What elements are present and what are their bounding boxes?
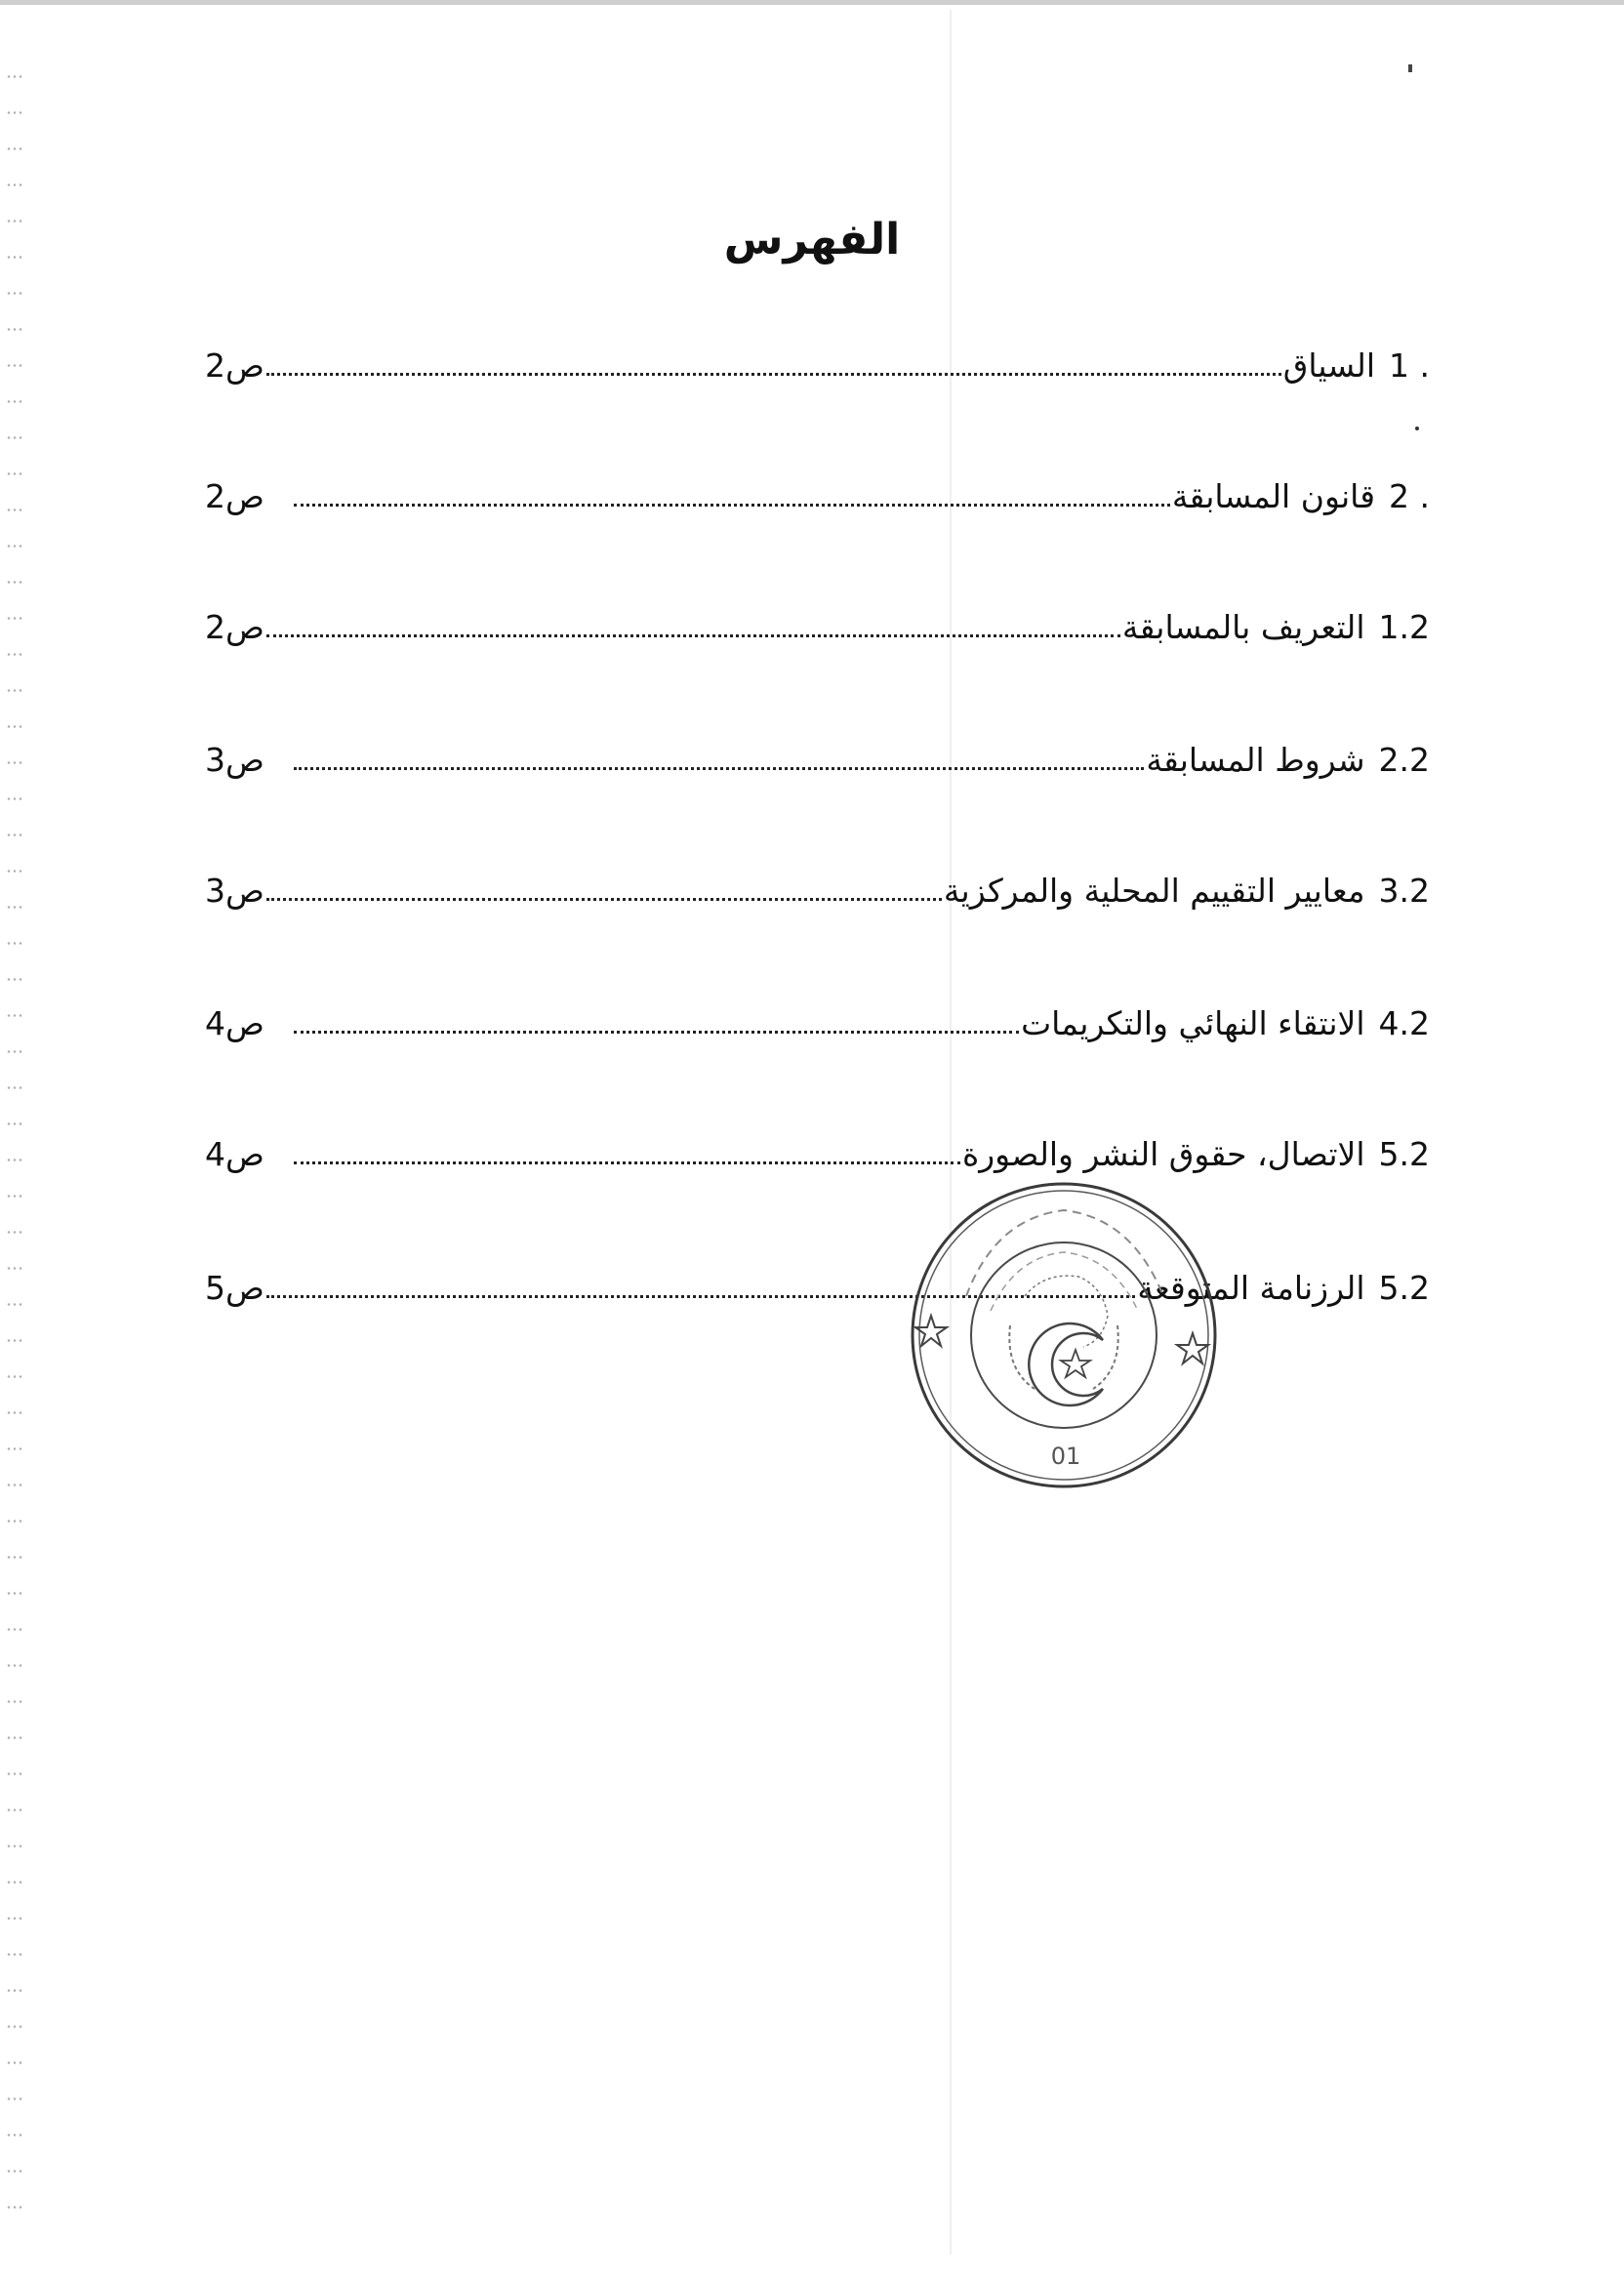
toc-entry-title: معايير التقييم المحلية والمركزية — [943, 872, 1365, 910]
toc-entry-title: الانتقاء النهائي والتكريمات — [1021, 1004, 1365, 1042]
toc-entry-number: 3.2 — [1378, 872, 1430, 910]
toc-entry[interactable] — [205, 1119, 1430, 1173]
toc-entry[interactable] — [205, 591, 1430, 646]
page-title: الفهرس — [723, 215, 901, 265]
toc-page-number: 2 — [205, 346, 225, 385]
toc-page-ref — [205, 346, 264, 385]
seal-number: 01 — [1050, 1443, 1081, 1470]
toc-entry[interactable] — [205, 1252, 1430, 1307]
toc-page-ref — [205, 477, 264, 515]
toc-page-ref — [205, 741, 264, 779]
page-abbreviation: ص — [225, 741, 264, 779]
toc-entry-number: 5.2 — [1378, 1135, 1430, 1173]
toc-entry-number: 4.2 — [1378, 1004, 1430, 1042]
toc-entry-title: شروط المسابقة — [1146, 741, 1365, 779]
page-abbreviation: ص — [225, 1004, 264, 1042]
toc-entry-title: الاتصال، حقوق النشر والصورة — [961, 1135, 1365, 1173]
dot-leader — [294, 767, 1144, 770]
toc-page-number: 5 — [205, 1269, 225, 1307]
toc-page-number: 2 — [205, 477, 225, 515]
page-abbreviation: ص — [225, 477, 264, 515]
toc-page-number: 4 — [205, 1135, 225, 1173]
page-abbreviation: ص — [225, 1269, 264, 1307]
toc-page-ref — [205, 1004, 264, 1042]
toc-entry[interactable] — [205, 855, 1430, 910]
toc-entry-number: 1 . — [1389, 346, 1430, 385]
toc-entry-title: قانون المسابقة — [1171, 477, 1376, 515]
toc-page-number: 2 — [205, 608, 225, 646]
dot-leader — [294, 1161, 960, 1164]
toc-page-ref — [205, 608, 264, 646]
toc-entry[interactable] — [205, 330, 1430, 385]
toc-page-number: 3 — [205, 741, 225, 779]
toc-page-number: 3 — [205, 872, 225, 910]
toc-entry-title: التعريف بالمسابقة — [1121, 608, 1365, 646]
page-abbreviation: ص — [225, 608, 264, 646]
toc-entry[interactable] — [205, 724, 1430, 779]
toc-entry-title: السياق — [1282, 346, 1376, 385]
dot-leader — [294, 1031, 1019, 1034]
toc-entry[interactable] — [205, 988, 1430, 1042]
seal-center-star — [1061, 1350, 1090, 1377]
dot-leader — [294, 504, 1170, 507]
toc-entry-number: 5.2 — [1378, 1269, 1430, 1307]
toc-entry-number: 2.2 — [1378, 741, 1430, 779]
dot-leader — [266, 898, 942, 901]
page-abbreviation: ص — [225, 872, 264, 910]
toc-entry[interactable] — [205, 461, 1430, 515]
page-abbreviation: ص — [225, 346, 264, 385]
toc-entry-title: الرزنامة المتوقعة — [1137, 1269, 1365, 1307]
seal-star-right — [1177, 1333, 1208, 1363]
toc-page-ref — [205, 1135, 264, 1173]
toc-entry-number: 1.2 — [1378, 608, 1430, 646]
toc-page-number: 4 — [205, 1004, 225, 1042]
dot-leader — [266, 373, 1281, 376]
page-abbreviation: ص — [225, 1135, 264, 1173]
dot-leader — [266, 634, 1120, 637]
toc-page-ref — [205, 872, 264, 910]
toc-entry-number: 2 . — [1389, 477, 1430, 515]
toc-page-ref — [205, 1269, 264, 1307]
